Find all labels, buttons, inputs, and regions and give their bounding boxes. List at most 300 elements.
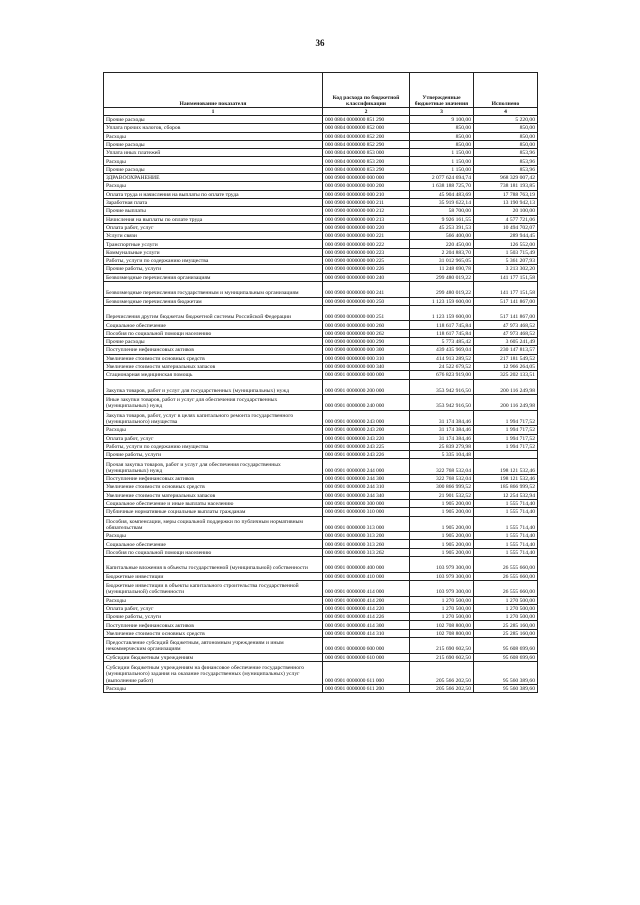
- row-executed-value: 853,96: [474, 149, 538, 157]
- row-approved-value: 1 905 200,00: [410, 540, 474, 548]
- table-row: [104, 621, 538, 629]
- row-approved-value: 45 253 391,53: [410, 223, 474, 231]
- table-row: [104, 442, 538, 450]
- table-row: [104, 132, 538, 140]
- row-approved-value: 215 690 602,50: [410, 653, 474, 661]
- row-name: Транспортные услуги: [104, 240, 323, 248]
- row-executed-value: 26 555 660,00: [474, 572, 538, 580]
- row-approved-value: 322 768 532,04: [410, 475, 474, 483]
- row-code: 000 0900 0000000 000 251: [323, 305, 410, 321]
- header-indicator-name: Наименование показателя: [104, 73, 323, 108]
- row-code: 000 0901 0000000 611 000: [323, 661, 410, 684]
- table-row: [104, 580, 538, 596]
- row-approved-value: 25 839 279,98: [410, 442, 474, 450]
- row-executed-value: 198 121 532,46: [474, 475, 538, 483]
- row-executed-value: 738 181 193,85: [474, 182, 538, 190]
- table-row: [104, 265, 538, 273]
- table-row: [104, 475, 538, 483]
- row-name: Коммунальные услуги: [104, 248, 323, 256]
- row-name: Уплата прочих налогов, сборов: [104, 124, 323, 132]
- row-name: Безвозмездные перечисления организациям: [104, 273, 323, 281]
- row-code: 000 0901 0000000 414 000: [323, 580, 410, 596]
- row-name: Услуги связи: [104, 232, 323, 240]
- row-approved-value: 1 905 200,00: [410, 548, 474, 556]
- table-row: [104, 165, 538, 173]
- row-approved-value: 1 270 500,00: [410, 596, 474, 604]
- row-approved-value: 566 400,00: [410, 232, 474, 240]
- row-executed-value: 1 555 714,40: [474, 499, 538, 507]
- row-executed-value: 126 552,00: [474, 240, 538, 248]
- row-name: Поступление нефинансовых активов: [104, 621, 323, 629]
- row-name: Социальное обеспечение: [104, 321, 323, 329]
- row-approved-value: 1 150,00: [410, 165, 474, 173]
- row-code: 000 0900 0000000 000 226: [323, 265, 410, 273]
- row-code: 000 0900 0000000 000 220: [323, 223, 410, 231]
- row-code: 000 0901 0000000 414 200: [323, 596, 410, 604]
- row-code: 000 0901 0000000 313 260: [323, 540, 410, 548]
- row-code: 000 0901 0000000 244 300: [323, 475, 410, 483]
- row-executed-value: 25 285 160,00: [474, 629, 538, 637]
- row-name: Расходы: [104, 157, 323, 165]
- row-code: 000 0900 0000000 000 200: [323, 182, 410, 190]
- row-name: Расходы: [104, 684, 323, 692]
- row-name: Субсидии бюджетным учреждениям на финансовое обеспечение государственного (муниципального) задания на оказание государственных (муниципальных) услуг (выполнение работ): [104, 661, 323, 684]
- row-name: Предоставление субсидий бюджетным, автономным учреждениям и иным некоммерческим организациям: [104, 638, 323, 654]
- table-row: [104, 395, 538, 411]
- row-code: 000 0804 0000000 851 290: [323, 116, 410, 124]
- row-name: Оплата труда и начисления на выплаты по оплате труда: [104, 190, 323, 198]
- row-code: 000 0804 0000000 853 200: [323, 157, 410, 165]
- header-executed: Исполнено: [474, 73, 538, 108]
- row-executed-value: 1 270 500,00: [474, 604, 538, 612]
- table-row: [104, 140, 538, 148]
- row-code: 000 0900 0000000 000 210: [323, 190, 410, 198]
- row-name: Социальное обеспечение: [104, 540, 323, 548]
- row-approved-value: 5 335 104,48: [410, 451, 474, 459]
- row-name: Прочие расходы: [104, 140, 323, 148]
- row-executed-value: 1 555 714,40: [474, 548, 538, 556]
- row-approved-value: 850,00: [410, 140, 474, 148]
- row-executed-value: 1 994 717,52: [474, 442, 538, 450]
- row-approved-value: 439 435 969,04: [410, 346, 474, 354]
- row-approved-value: 5 773 485,42: [410, 338, 474, 346]
- row-executed-value: 47 973 468,52: [474, 321, 538, 329]
- table-row: [104, 613, 538, 621]
- row-code: 000 0804 0000000 852 000: [323, 124, 410, 132]
- table-row: [104, 207, 538, 215]
- row-approved-value: 31 174 384,46: [410, 426, 474, 434]
- row-executed-value: 1 555 714,40: [474, 516, 538, 532]
- row-approved-value: 58 700,00: [410, 207, 474, 215]
- row-name: Безвозмездные перечисления государственным и муниципальным организациям: [104, 281, 323, 297]
- row-code: 000 0900 0000000 000 221: [323, 232, 410, 240]
- row-name: Прочие работы, услуги: [104, 265, 323, 273]
- row-code: 000 0901 0000000 313 000: [323, 516, 410, 532]
- row-executed-value: 3 213 302,20: [474, 265, 538, 273]
- row-code: 000 0900 0000000 000 310: [323, 354, 410, 362]
- table-row: [104, 629, 538, 637]
- column-number: 1: [104, 108, 323, 116]
- row-code: 000 0901 0000000 244 310: [323, 483, 410, 491]
- table-row: [104, 257, 538, 265]
- row-name: Прочие работы, услуги: [104, 613, 323, 621]
- row-executed-value: 17 788 763,19: [474, 190, 538, 198]
- table-row: [104, 434, 538, 442]
- row-executed-value: 217 181 549,52: [474, 354, 538, 362]
- table-row: [104, 174, 538, 182]
- row-code: 000 0804 0000000 852 200: [323, 132, 410, 140]
- table-row: [104, 149, 538, 157]
- row-name: Оплата работ, услуг: [104, 223, 323, 231]
- table-row: [104, 540, 538, 548]
- row-executed-value: 141 177 151,58: [474, 281, 538, 297]
- row-name: Увеличение стоимости материальных запасов: [104, 491, 323, 499]
- table-row: [104, 116, 538, 124]
- row-executed-value: 289 944,45: [474, 232, 538, 240]
- table-row: [104, 426, 538, 434]
- row-code: 000 0901 0000000 243 220: [323, 434, 410, 442]
- row-name: Закупка товаров, работ, услуг в целях капитального ремонта государственного (муниципального) имущества: [104, 410, 323, 426]
- row-name: Субсидии бюджетным учреждениям: [104, 653, 323, 661]
- table-row: [104, 305, 538, 321]
- row-code: 000 0901 0000000 243 225: [323, 442, 410, 450]
- row-executed-value: 1 270 500,00: [474, 596, 538, 604]
- row-code: 000 0901 0000000 243 000: [323, 410, 410, 426]
- column-number-row: [104, 108, 538, 116]
- row-executed-value: 12 254 532,94: [474, 491, 538, 499]
- table-row: [104, 596, 538, 604]
- row-code: 000 0900 0000000 000 211: [323, 198, 410, 206]
- row-name: Уплата иных платежей: [104, 149, 323, 157]
- row-executed-value: 5 361 207,93: [474, 257, 538, 265]
- row-code: 000 0900 0000000 000 225: [323, 257, 410, 265]
- row-executed-value: 1 994 717,52: [474, 426, 538, 434]
- row-executed-value: 95 560 389,60: [474, 684, 538, 692]
- row-approved-value: 103 979 300,00: [410, 557, 474, 573]
- table-row: [104, 491, 538, 499]
- row-approved-value: 1 150,00: [410, 149, 474, 157]
- row-code: 000 0901 0000000 414 220: [323, 604, 410, 612]
- row-executed-value: 10 494 702,07: [474, 223, 538, 231]
- row-code: 000 0900 0000000 000 240: [323, 273, 410, 281]
- row-executed-value: 200 116 249,98: [474, 395, 538, 411]
- row-executed-value: 517 141 867,00: [474, 305, 538, 321]
- table-row: [104, 190, 538, 198]
- row-executed-value: 95 608 699,60: [474, 653, 538, 661]
- row-executed-value: 198 121 532,46: [474, 459, 538, 475]
- table-row: [104, 548, 538, 556]
- row-code: 000 0901 0000000 414 310: [323, 629, 410, 637]
- row-name: Прочие расходы: [104, 165, 323, 173]
- row-executed-value: 3 605 241,49: [474, 338, 538, 346]
- row-code: 000 0900 0000000 000 262: [323, 329, 410, 337]
- row-code: 000 0901 0000000 414 226: [323, 613, 410, 621]
- row-code: 000 0901 0000000 240 000: [323, 395, 410, 411]
- table-row: [104, 604, 538, 612]
- row-name: Прочая закупка товаров, работ и услуг для обеспечения государственных (муниципальных) нужд: [104, 459, 323, 475]
- row-name: ЗДРАВООХРАНЕНИЕ: [104, 174, 323, 182]
- table-row: [104, 215, 538, 223]
- row-code: 000 0900 0000000 000 340: [323, 362, 410, 370]
- row-name: Пособия, компенсации, меры социальной поддержки по публичным нормативным обязательствам: [104, 516, 323, 532]
- row-name: Стационарная медицинская помощь: [104, 371, 323, 379]
- row-approved-value: 414 913 289,52: [410, 354, 474, 362]
- row-name: Расходы: [104, 596, 323, 604]
- row-approved-value: 1 905 200,00: [410, 532, 474, 540]
- row-name: Бюджетные инвестиции в объекты капитального строительства государственной (муниципальной) собственности: [104, 580, 323, 596]
- table-row: [104, 124, 538, 132]
- table-row: [104, 248, 538, 256]
- table-row: [104, 273, 538, 281]
- row-name: Капитальные вложения в объекты государственной (муниципальной) собственности: [104, 557, 323, 573]
- table-row: [104, 532, 538, 540]
- row-executed-value: 4 577 721,06: [474, 215, 538, 223]
- table-row: [104, 661, 538, 684]
- row-approved-value: 31 012 965,05: [410, 257, 474, 265]
- row-executed-value: 1 994 717,52: [474, 410, 538, 426]
- row-executed-value: 13 190 942,13: [474, 198, 538, 206]
- row-approved-value: 118 617 745,84: [410, 329, 474, 337]
- row-executed-value: 1 270 500,00: [474, 613, 538, 621]
- row-executed-value: 850,00: [474, 140, 538, 148]
- row-code: 000 0901 0000000 200 000: [323, 379, 410, 395]
- row-code: 000 0901 0000000 611 200: [323, 684, 410, 692]
- table-row: [104, 638, 538, 654]
- row-approved-value: 31 174 384,46: [410, 434, 474, 442]
- row-approved-value: 1 638 188 725,70: [410, 182, 474, 190]
- table-row: [104, 198, 538, 206]
- column-number: 2: [323, 108, 410, 116]
- table-row: [104, 451, 538, 459]
- page-number: 36: [315, 38, 325, 48]
- table-row: [104, 346, 538, 354]
- table-row: [104, 653, 538, 661]
- row-name: Поступление нефинансовых активов: [104, 346, 323, 354]
- row-name: Оплата работ, услуг: [104, 434, 323, 442]
- row-approved-value: 45 904 483,69: [410, 190, 474, 198]
- row-name: Поступление нефинансовых активов: [104, 475, 323, 483]
- row-code: 000 0901 0000000 600 000: [323, 638, 410, 654]
- row-name: Увеличение стоимости основных средств: [104, 483, 323, 491]
- row-executed-value: 517 141 867,00: [474, 297, 538, 305]
- row-code: 000 0900 0000000 000 213: [323, 215, 410, 223]
- row-approved-value: 102 708 800,00: [410, 629, 474, 637]
- table-row: [104, 684, 538, 692]
- row-executed-value: 26 555 660,00: [474, 557, 538, 573]
- row-code: 000 0804 0000000 853 290: [323, 165, 410, 173]
- table-row: [104, 223, 538, 231]
- row-executed-value: 850,00: [474, 124, 538, 132]
- table-header-row: [104, 73, 538, 108]
- row-approved-value: 103 979 300,00: [410, 580, 474, 596]
- row-code: 000 0900 0000000 000 000: [323, 174, 410, 182]
- row-code: 000 0900 0000000 000 222: [323, 240, 410, 248]
- table-body: [104, 116, 538, 693]
- row-approved-value: 9 100,00: [410, 116, 474, 124]
- row-name: Расходы: [104, 182, 323, 190]
- row-approved-value: 1 905 200,00: [410, 516, 474, 532]
- row-approved-value: 1 150,00: [410, 157, 474, 165]
- table-row: [104, 240, 538, 248]
- row-approved-value: 1 905 200,00: [410, 508, 474, 516]
- row-executed-value: 968 329 007,42: [474, 174, 538, 182]
- row-approved-value: 353 942 916,50: [410, 395, 474, 411]
- row-code: 000 0901 0000000 610 000: [323, 653, 410, 661]
- row-name: Закупка товаров, работ и услуг для государственных (муниципальных) нужд: [104, 379, 323, 395]
- header-approved-values: Утвержденные бюджетные значения: [410, 73, 474, 108]
- row-approved-value: 21 901 532,52: [410, 491, 474, 499]
- row-approved-value: 205 566 202,50: [410, 661, 474, 684]
- table-row: [104, 410, 538, 426]
- table-row: [104, 182, 538, 190]
- row-name: Иные закупки товаров, работ и услуг для обеспечения государственных (муниципальных) нужд: [104, 395, 323, 411]
- row-code: 000 0901 0000000 410 000: [323, 572, 410, 580]
- table-row: [104, 362, 538, 370]
- row-code: 000 0900 0000000 000 250: [323, 297, 410, 305]
- row-code: 000 0901 0000000 244 000: [323, 459, 410, 475]
- column-number: 4: [474, 108, 538, 116]
- row-approved-value: 1 123 159 600,00: [410, 297, 474, 305]
- table-row: [104, 499, 538, 507]
- row-approved-value: 676 823 919,00: [410, 371, 474, 379]
- table-row: [104, 281, 538, 297]
- row-approved-value: 11 248 690,78: [410, 265, 474, 273]
- table-row: [104, 232, 538, 240]
- row-executed-value: 230 147 813,57: [474, 346, 538, 354]
- row-name: Социальное обеспечение и иные выплаты населению: [104, 499, 323, 507]
- row-code: 000 0900 0000000 000 223: [323, 248, 410, 256]
- row-name: Перечисления другим бюджетам бюджетной системы Российской Федерации: [104, 305, 323, 321]
- row-code: 000 0901 0000000 414 300: [323, 621, 410, 629]
- row-name: Прочие выплаты: [104, 207, 323, 215]
- table-row: [104, 354, 538, 362]
- table-row: [104, 572, 538, 580]
- row-executed-value: 95 560 389,60: [474, 661, 538, 684]
- row-executed-value: 1 994 717,52: [474, 434, 538, 442]
- header-expense-code: Код расхода по бюджетной классификации: [323, 73, 410, 108]
- table-row: [104, 516, 538, 532]
- row-code: 000 0900 0000000 000 300: [323, 346, 410, 354]
- row-code: 000 0901 0000000 310 000: [323, 508, 410, 516]
- budget-execution-table: [103, 72, 538, 693]
- row-name: Прочие работы, услуги: [104, 451, 323, 459]
- row-code: 000 0804 0000000 853 000: [323, 149, 410, 157]
- row-name: Прочие расходы: [104, 116, 323, 124]
- row-name: Увеличение стоимости материальных запасов: [104, 362, 323, 370]
- row-executed-value: 200 116 249,98: [474, 379, 538, 395]
- row-name: Публичные нормативные социальные выплаты гражданам: [104, 508, 323, 516]
- row-name: Увеличение стоимости основных средств: [104, 629, 323, 637]
- table-row: [104, 329, 538, 337]
- row-approved-value: 1 905 200,00: [410, 499, 474, 507]
- row-code: 000 0901 0000000 400 000: [323, 557, 410, 573]
- row-approved-value: 1 270 500,00: [410, 613, 474, 621]
- row-name: Пособия по социальной помощи населению: [104, 329, 323, 337]
- table-row: [104, 379, 538, 395]
- row-name: Расходы: [104, 426, 323, 434]
- table-row: [104, 483, 538, 491]
- row-code: 000 0901 0000000 300 000: [323, 499, 410, 507]
- row-name: Прочие расходы: [104, 338, 323, 346]
- row-name: Бюджетные инвестиции: [104, 572, 323, 580]
- row-executed-value: 1 555 714,40: [474, 540, 538, 548]
- row-code: 000 0804 0000000 852 290: [323, 140, 410, 148]
- row-approved-value: 35 919 622,14: [410, 198, 474, 206]
- row-code: 000 0901 0000000 313 262: [323, 548, 410, 556]
- table-row: [104, 371, 538, 379]
- row-executed-value: 95 608 699,60: [474, 638, 538, 654]
- row-approved-value: 2 204 883,70: [410, 248, 474, 256]
- row-approved-value: 9 926 161,55: [410, 215, 474, 223]
- column-number: 3: [410, 108, 474, 116]
- row-approved-value: 300 866 999,52: [410, 483, 474, 491]
- row-executed-value: 850,00: [474, 132, 538, 140]
- row-approved-value: 322 768 532,04: [410, 459, 474, 475]
- row-approved-value: 1 270 500,00: [410, 604, 474, 612]
- table-row: [104, 297, 538, 305]
- row-executed-value: 141 177 151,58: [474, 273, 538, 281]
- row-code: 000 0900 0000000 000 260: [323, 321, 410, 329]
- row-executed-value: 25 285 160,00: [474, 621, 538, 629]
- row-executed-value: 1 555 714,40: [474, 508, 538, 516]
- row-executed-value: 47 973 468,52: [474, 329, 538, 337]
- row-approved-value: 299 480 019,22: [410, 281, 474, 297]
- row-name: Пособия по социальной помощи населению: [104, 548, 323, 556]
- row-approved-value: 31 174 384,46: [410, 410, 474, 426]
- row-approved-value: 220 450,00: [410, 240, 474, 248]
- row-name: Работы, услуги по содержанию имущества: [104, 257, 323, 265]
- row-code: 000 0900 0000000 000 241: [323, 281, 410, 297]
- row-executed-value: 5 220,00: [474, 116, 538, 124]
- row-name: Безвозмездные перечисления бюджетам: [104, 297, 323, 305]
- row-code: 000 0900 0000000 000 212: [323, 207, 410, 215]
- row-executed-value: 1 503 715,49: [474, 248, 538, 256]
- row-code: 000 0901 0000000 000 000: [323, 371, 410, 379]
- row-approved-value: 850,00: [410, 124, 474, 132]
- row-code: 000 0901 0000000 243 226: [323, 451, 410, 459]
- row-name: Расходы: [104, 532, 323, 540]
- row-name: Заработная плата: [104, 198, 323, 206]
- row-approved-value: 215 690 602,50: [410, 638, 474, 654]
- table-row: [104, 508, 538, 516]
- row-executed-value: [474, 451, 538, 459]
- row-executed-value: 185 866 999,52: [474, 483, 538, 491]
- row-name: Расходы: [104, 132, 323, 140]
- row-code: 000 0900 0000000 000 290: [323, 338, 410, 346]
- table-row: [104, 321, 538, 329]
- row-code: 000 0901 0000000 313 200: [323, 532, 410, 540]
- row-approved-value: 118 617 745,84: [410, 321, 474, 329]
- row-name: Оплата работ, услуг: [104, 604, 323, 612]
- row-approved-value: 299 480 019,22: [410, 273, 474, 281]
- row-approved-value: 353 942 916,50: [410, 379, 474, 395]
- row-executed-value: 853,96: [474, 157, 538, 165]
- table-row: [104, 557, 538, 573]
- row-approved-value: 2 077 624 694,74: [410, 174, 474, 182]
- row-approved-value: 1 123 159 600,00: [410, 305, 474, 321]
- row-executed-value: 26 555 660,00: [474, 580, 538, 596]
- row-name: Увеличение стоимости основных средств: [104, 354, 323, 362]
- row-code: 000 0901 0000000 243 200: [323, 426, 410, 434]
- row-executed-value: 853,96: [474, 165, 538, 173]
- row-name: Начисления на выплаты по оплате труда: [104, 215, 323, 223]
- row-code: 000 0901 0000000 244 340: [323, 491, 410, 499]
- table-row: [104, 459, 538, 475]
- row-executed-value: 325 202 133,51: [474, 371, 538, 379]
- row-name: Работы, услуги по содержанию имущества: [104, 442, 323, 450]
- row-approved-value: 103 979 300,00: [410, 572, 474, 580]
- table-row: [104, 157, 538, 165]
